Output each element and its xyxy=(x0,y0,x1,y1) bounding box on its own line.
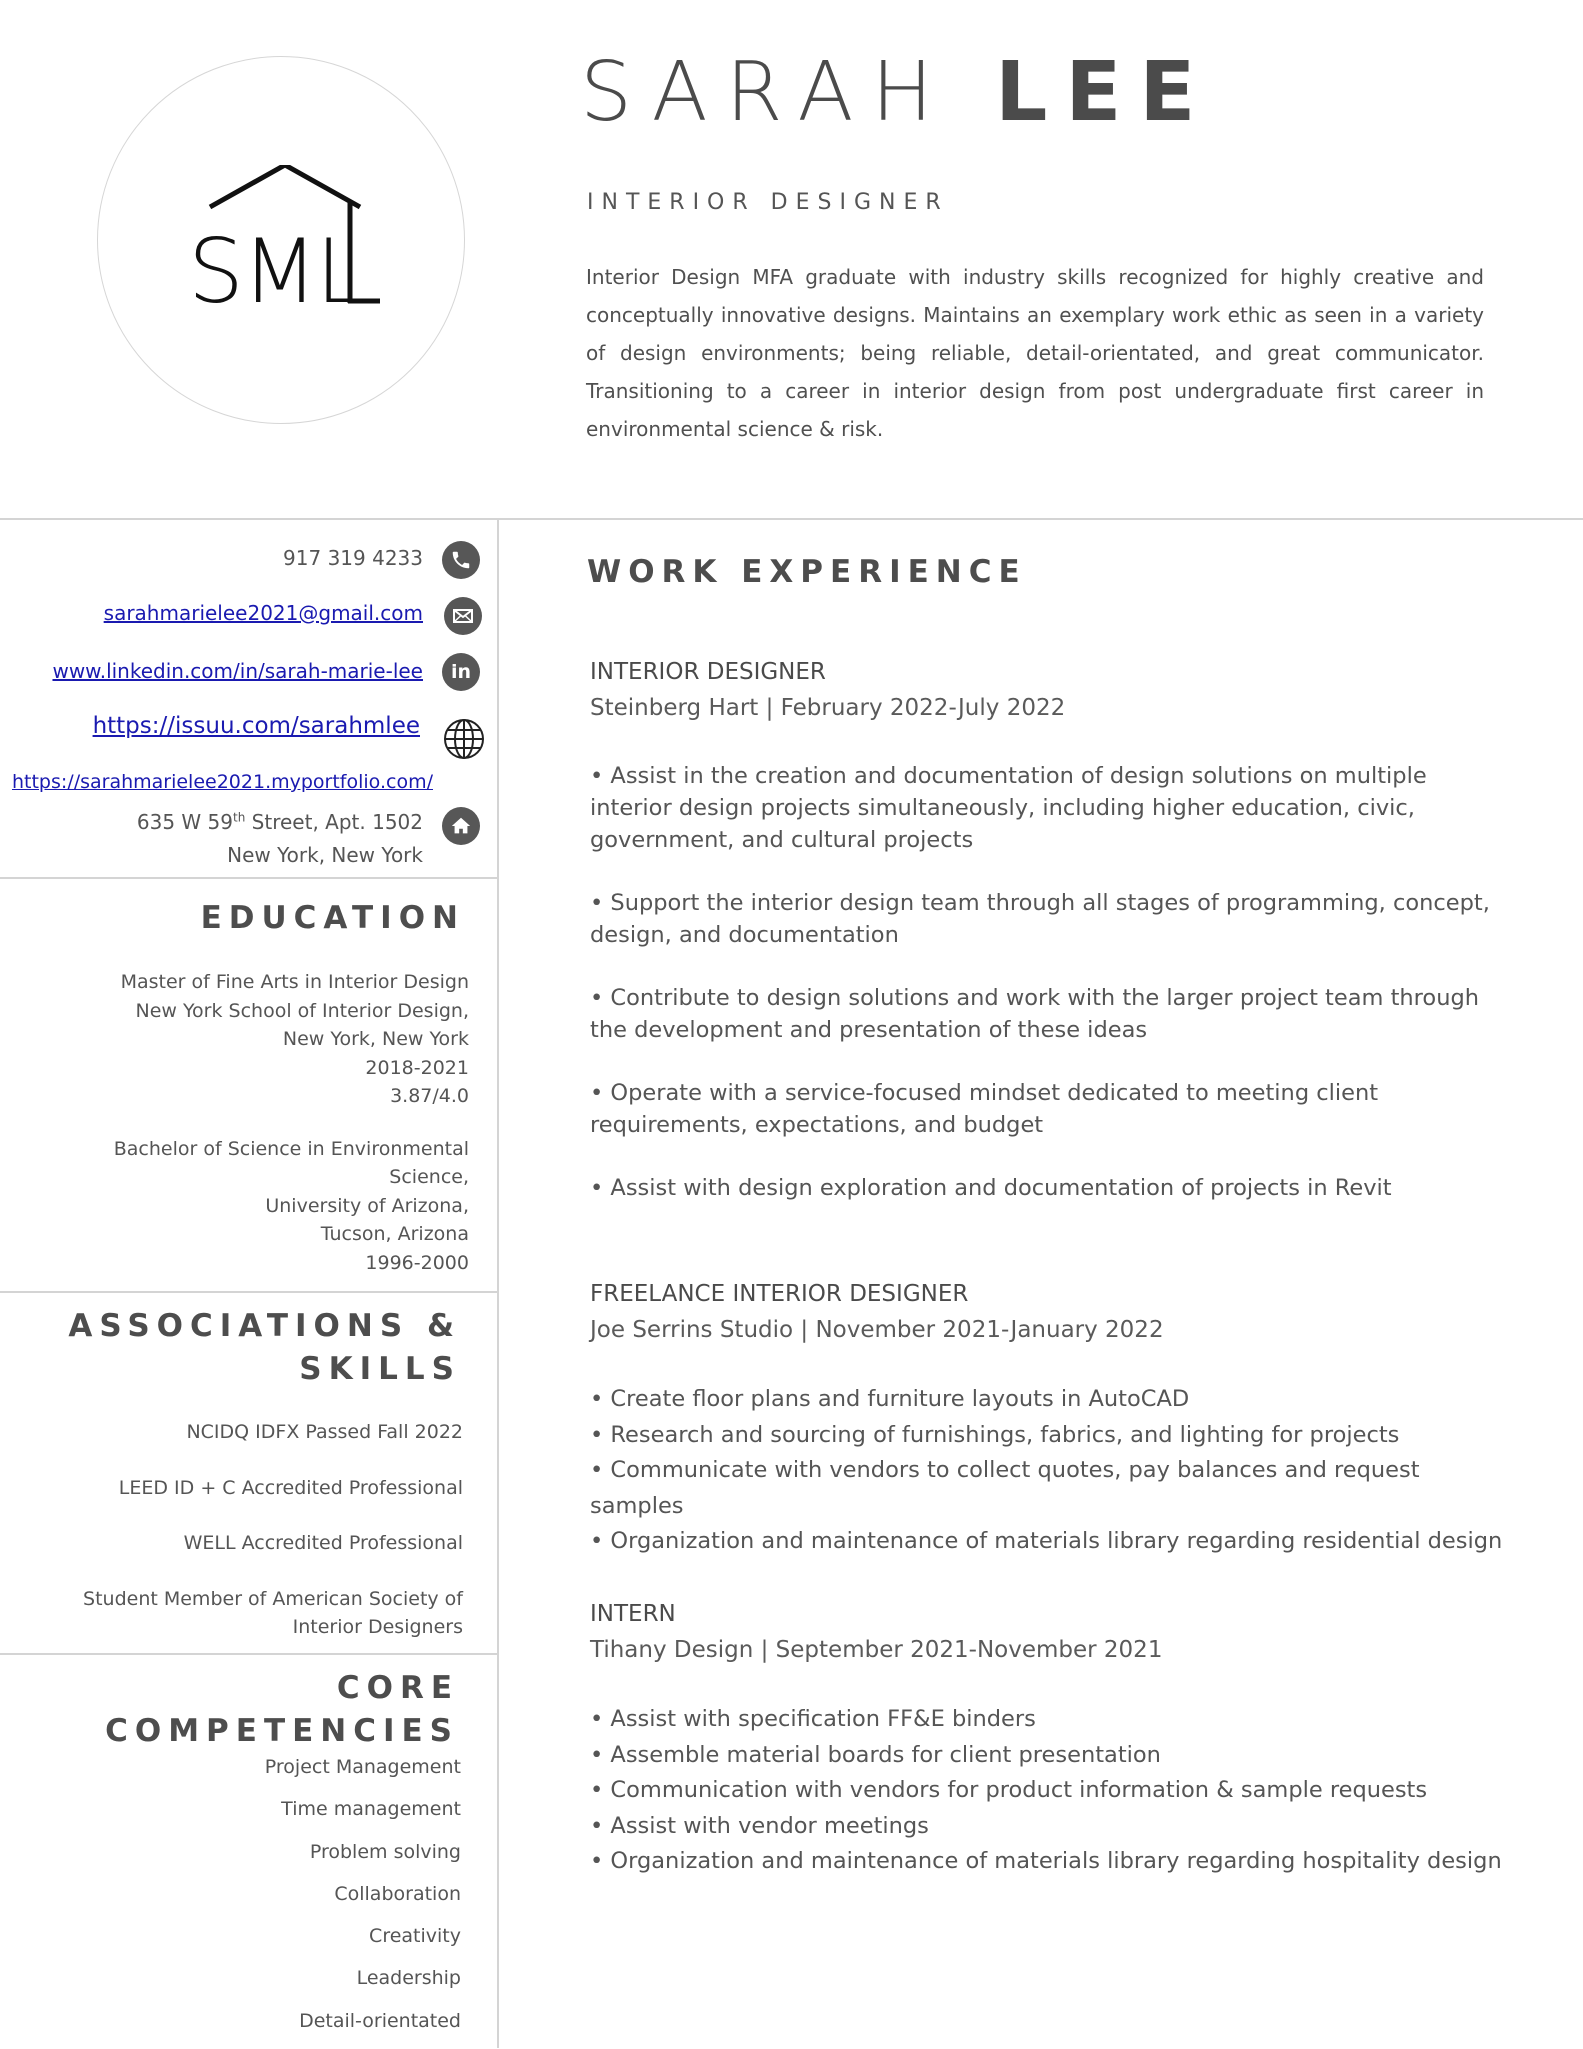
linkedin-icon: in xyxy=(442,653,480,691)
address-ordinal: th xyxy=(233,810,246,825)
job-bullet: • Organization and maintenance of materials library regarding hospitality design xyxy=(590,1848,1502,1874)
school-location: New York, New York xyxy=(282,1028,469,1050)
competency-item: Project Management xyxy=(264,1756,461,1778)
school-location: Tucson, Arizona xyxy=(320,1223,469,1245)
job-bullets xyxy=(590,1382,1510,1560)
competencies-heading xyxy=(105,1667,459,1753)
competencies-heading-line2: COMPETENCIES xyxy=(105,1713,459,1749)
education-list xyxy=(114,968,469,1301)
association-item: WELL Accredited Professional xyxy=(183,1532,463,1554)
degree-name: Master of Fine Arts in Interior Design xyxy=(120,971,469,993)
last-name: LEE xyxy=(995,45,1214,140)
envelope-icon xyxy=(444,597,482,635)
work-experience-heading: WORK EXPERIENCE xyxy=(587,554,1027,590)
header-divider xyxy=(0,518,1583,520)
job-bullet: • Assist with design exploration and documentation of projects in Revit xyxy=(590,1175,1392,1201)
job-title: FREELANCE INTERIOR DESIGNER xyxy=(590,1281,969,1307)
competency-item: Problem solving xyxy=(309,1840,461,1863)
education-entry xyxy=(114,968,469,1111)
association-item-line: Interior Designers xyxy=(292,1616,463,1638)
logo-text: SML xyxy=(188,220,363,315)
gpa: 3.87/4.0 xyxy=(390,1085,469,1107)
job-bullet: • Assist in the creation and documentation of design solutions on multiple interior design projects simultaneously, including higher education, civic, government, and cultural projects xyxy=(590,763,1427,853)
competency-item: Leadership xyxy=(356,1967,461,1990)
school-years: 2018-2021 xyxy=(365,1056,469,1079)
job-bullet: • Communicate with vendors to collect quotes, pay balances and request samples xyxy=(590,1457,1420,1519)
job-bullet: • Assemble material boards for client presentation xyxy=(590,1741,1161,1768)
competency-item: Collaboration xyxy=(334,1882,461,1905)
school-name: New York School of Interior Design, xyxy=(135,999,469,1022)
job-title: INTERIOR DESIGNER xyxy=(590,659,826,685)
job-bullets xyxy=(590,760,1510,1204)
first-name: SARAH xyxy=(580,45,952,140)
job-entry xyxy=(590,1596,1510,1880)
job-bullet: • Assist with vendor meetings xyxy=(590,1812,929,1839)
association-item: NCIDQ IDFX Passed Fall 2022 xyxy=(186,1421,463,1443)
job-bullets xyxy=(590,1702,1510,1880)
competency-item: Creativity xyxy=(369,1925,461,1948)
association-item: LEED ID + C Accredited Professional xyxy=(118,1476,463,1499)
job-company: Steinberg Hart | February 2022-July 2022 xyxy=(590,695,1066,721)
sml-logo xyxy=(180,165,390,315)
competency-item: Detail-orientated xyxy=(299,2009,461,2032)
address-city: New York, New York xyxy=(227,843,423,867)
column-divider xyxy=(497,520,499,2048)
job-company: Tihany Design | September 2021-November 2021 xyxy=(590,1637,1163,1663)
job-company: Joe Serrins Studio | November 2021-January 2022 xyxy=(590,1317,1164,1343)
school-years: 1996-2000 xyxy=(365,1251,469,1274)
phone-icon xyxy=(442,541,480,579)
job-bullet: • Create floor plans and furniture layouts in AutoCAD xyxy=(590,1386,1190,1412)
job-bullet: • Communication with vendors for product information & sample requests xyxy=(590,1777,1428,1803)
linkedin-link[interactable]: www.linkedin.com/in/sarah-marie-lee xyxy=(52,659,423,683)
job-title: INTERN xyxy=(590,1601,676,1627)
associations-heading-line2: SKILLS xyxy=(299,1351,461,1387)
home-icon xyxy=(442,807,480,845)
job-bullet: • Support the interior design team through all stages of programming, concept, design, and documentation xyxy=(590,890,1490,948)
address-street-rest: Street, Apt. 1502 xyxy=(245,810,423,834)
phone-number: 917 319 4233 xyxy=(283,546,423,570)
summary-paragraph: Interior Design MFA graduate with industry skills recognized for highly creative and conceptually innovative designs. Maintains an exemplary work ethic as seen in a variety of design environments; being reliable, detail-orientated, and great communicator. Transitioning to a career in interior design from post undergraduate first career in environmental science & risk. xyxy=(586,265,1484,441)
education-heading: EDUCATION xyxy=(200,900,465,936)
name-heading xyxy=(580,45,1214,140)
competencies-heading-line1: CORE xyxy=(336,1670,459,1706)
competency-item: Time management xyxy=(281,1798,461,1821)
school-name: University of Arizona, xyxy=(265,1194,469,1217)
job-bullet: • Assist with specification FF&E binders xyxy=(590,1706,1036,1732)
education-entry xyxy=(114,1135,469,1278)
globe-icon xyxy=(443,718,485,760)
job-bullet: • Research and sourcing of furnishings, fabrics, and lighting for projects xyxy=(590,1421,1400,1448)
address-street-number: 635 W 59 xyxy=(136,810,233,834)
address-street xyxy=(137,810,423,834)
job-title-heading: INTERIOR DESIGNER xyxy=(587,190,949,215)
association-item-line: Student Member of American Society of xyxy=(83,1587,463,1610)
issuu-link[interactable]: https://issuu.com/sarahmlee xyxy=(92,713,420,739)
degree-name: Bachelor of Science in Environmental xyxy=(113,1137,469,1160)
association-item xyxy=(83,1585,463,1642)
email-link[interactable]: sarahmarielee2021@gmail.com xyxy=(103,601,423,625)
associations-heading xyxy=(68,1305,461,1391)
degree-name-cont: Science, xyxy=(389,1166,469,1188)
associations-heading-line1: ASSOCIATIONS & xyxy=(68,1308,461,1344)
job-bullet: • Organization and maintenance of materials library regarding residential design xyxy=(590,1528,1503,1554)
competencies-list xyxy=(265,1753,461,2049)
associations-list xyxy=(83,1418,463,1669)
portfolio-link[interactable]: https://sarahmarielee2021.myportfolio.com/ xyxy=(11,771,433,793)
job-bullet: • Operate with a service-focused mindset dedicated to meeting client requirements, expectations, and budget xyxy=(590,1080,1379,1138)
job-entry xyxy=(590,654,1510,1235)
job-bullet: • Contribute to design solutions and work with the larger project team through the development and presentation of these ideas xyxy=(590,985,1479,1043)
job-entry xyxy=(590,1276,1510,1560)
contact-divider xyxy=(0,877,498,879)
